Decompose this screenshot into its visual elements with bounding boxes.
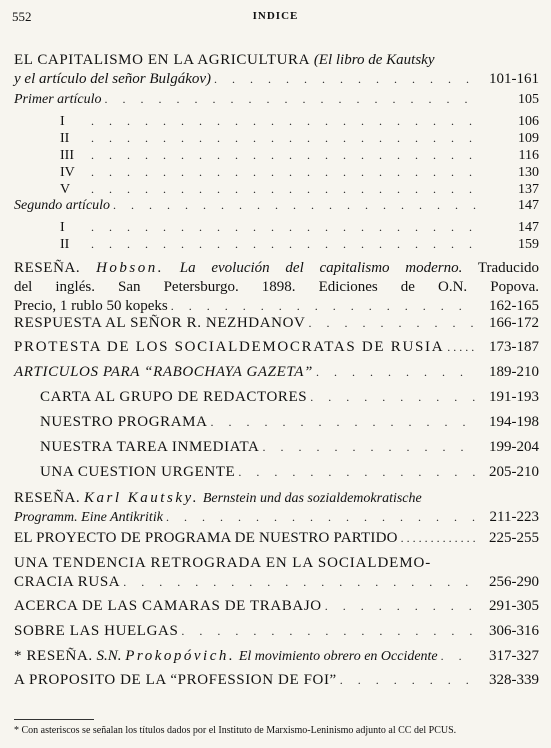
entry-pages: 105 (518, 92, 539, 107)
dot-leader (214, 70, 476, 89)
entry-title: Primer artículo (14, 92, 102, 107)
footnote-rule (14, 719, 94, 720)
running-head: INDICE (252, 10, 299, 22)
list-item: I . . . 106 (60, 113, 539, 130)
list-item: NUESTRO PROGRAMA . . . 194-198 (40, 413, 539, 432)
entry-title: EL CAPITALISMO EN LA AGRICULTURA (14, 52, 311, 68)
dot-leader (113, 196, 476, 215)
entry-author: Prokopóvich. (125, 648, 236, 664)
toc-entry-nezhdanov: RESPUESTA AL SEÑOR R. NEZHDANOV . . . 166-172 (14, 314, 539, 333)
footnote: * Con asteriscos se señalan los títulos dados por el Instituto de Marxismo-Leninismo adjunto al CC del PCUS. (14, 725, 457, 736)
toc-entry-primer (14, 90, 539, 109)
entry-author: Hobson. (96, 260, 164, 276)
list-item: II . . . 159 (60, 236, 539, 253)
list-item: UNA CUESTION URGENTE . . . 205-210 (40, 463, 539, 482)
toc-entry-kautsky: RESEÑA. Karl Kautsky. Bernstein und das sozialdemokratische Programm. Eine Antikritik . . . 211-223 (14, 489, 539, 527)
entry-pages: 147 (518, 198, 539, 213)
toc-entry-hobson: RESEÑA. Hobson. La evolución del capitalismo moderno. Traducido del inglés. San Petersburgo. 1898. Ediciones de O.N. Popova. Precio, 1 rublo 50 kopeks . . . 162-165 (14, 259, 539, 316)
toc-entry-protesta: PROTESTA DE LOS SOCIALDEMOCRATAS DE RUSIA . . . 173-187 (14, 338, 539, 357)
dot-leader (105, 90, 477, 109)
list-item: I . . . 147 (60, 219, 539, 236)
toc-entry-proyecto: EL PROYECTO DE PROGRAMA DE NUESTRO PARTIDO . . . 225-255 (14, 529, 539, 548)
toc-entry-prokopovich: * RESEÑA. S.N. Prokopóvich. El movimiento obrero en Occidente . . . 317-327 (14, 647, 539, 666)
running-header (12, 9, 539, 27)
entry-pages: 101-161 (489, 71, 539, 87)
toc-entry-camaras: ACERCA DE LAS CAMARAS DE TRABAJO . . . 291-305 (14, 597, 539, 616)
toc-entry-articulos: ARTICULOS PARA “RABOCHAYA GAZETA” . . . 189-210 (14, 363, 539, 382)
subsection-list-segundo (60, 219, 539, 253)
toc-entry-tendencia: UNA TENDENCIA RETROGRADA EN LA SOCIALDEMO- CRACIA RUSA . . . 256-290 (14, 554, 539, 592)
entry-author: Karl Kautsky. (84, 490, 200, 506)
list-item: III . . . 116 (60, 147, 539, 164)
list-item: IV . . . 130 (60, 164, 539, 181)
page-number: 552 (12, 9, 32, 24)
list-item: II . . . 109 (60, 130, 539, 147)
list-item: V . . . 137 (60, 181, 539, 198)
list-item: CARTA AL GRUPO DE REDACTORES . . . 191-193 (40, 388, 539, 407)
subsection-list-primer (60, 113, 539, 198)
list-item: NUESTRA TAREA INMEDIATA . . . 199-204 (40, 438, 539, 457)
entry-subtitle: (El libro de Kautsky (313, 52, 435, 68)
subsection-list-articulos (40, 388, 539, 482)
toc-entry-segundo (14, 196, 539, 215)
toc-entry-foi: A PROPOSITO DE LA “PROFESSION DE FOI” . . . 328-339 (14, 671, 539, 690)
entry-title: Segundo artículo (14, 198, 111, 213)
entry-subtitle-cont: y el artículo del señor Bulgákov) (14, 71, 212, 87)
toc-entry-capitalismo (14, 51, 539, 89)
entry-pages: 162-165 (489, 298, 539, 314)
toc-entry-huelgas: SOBRE LAS HUELGAS . . . 306-316 (14, 622, 539, 641)
